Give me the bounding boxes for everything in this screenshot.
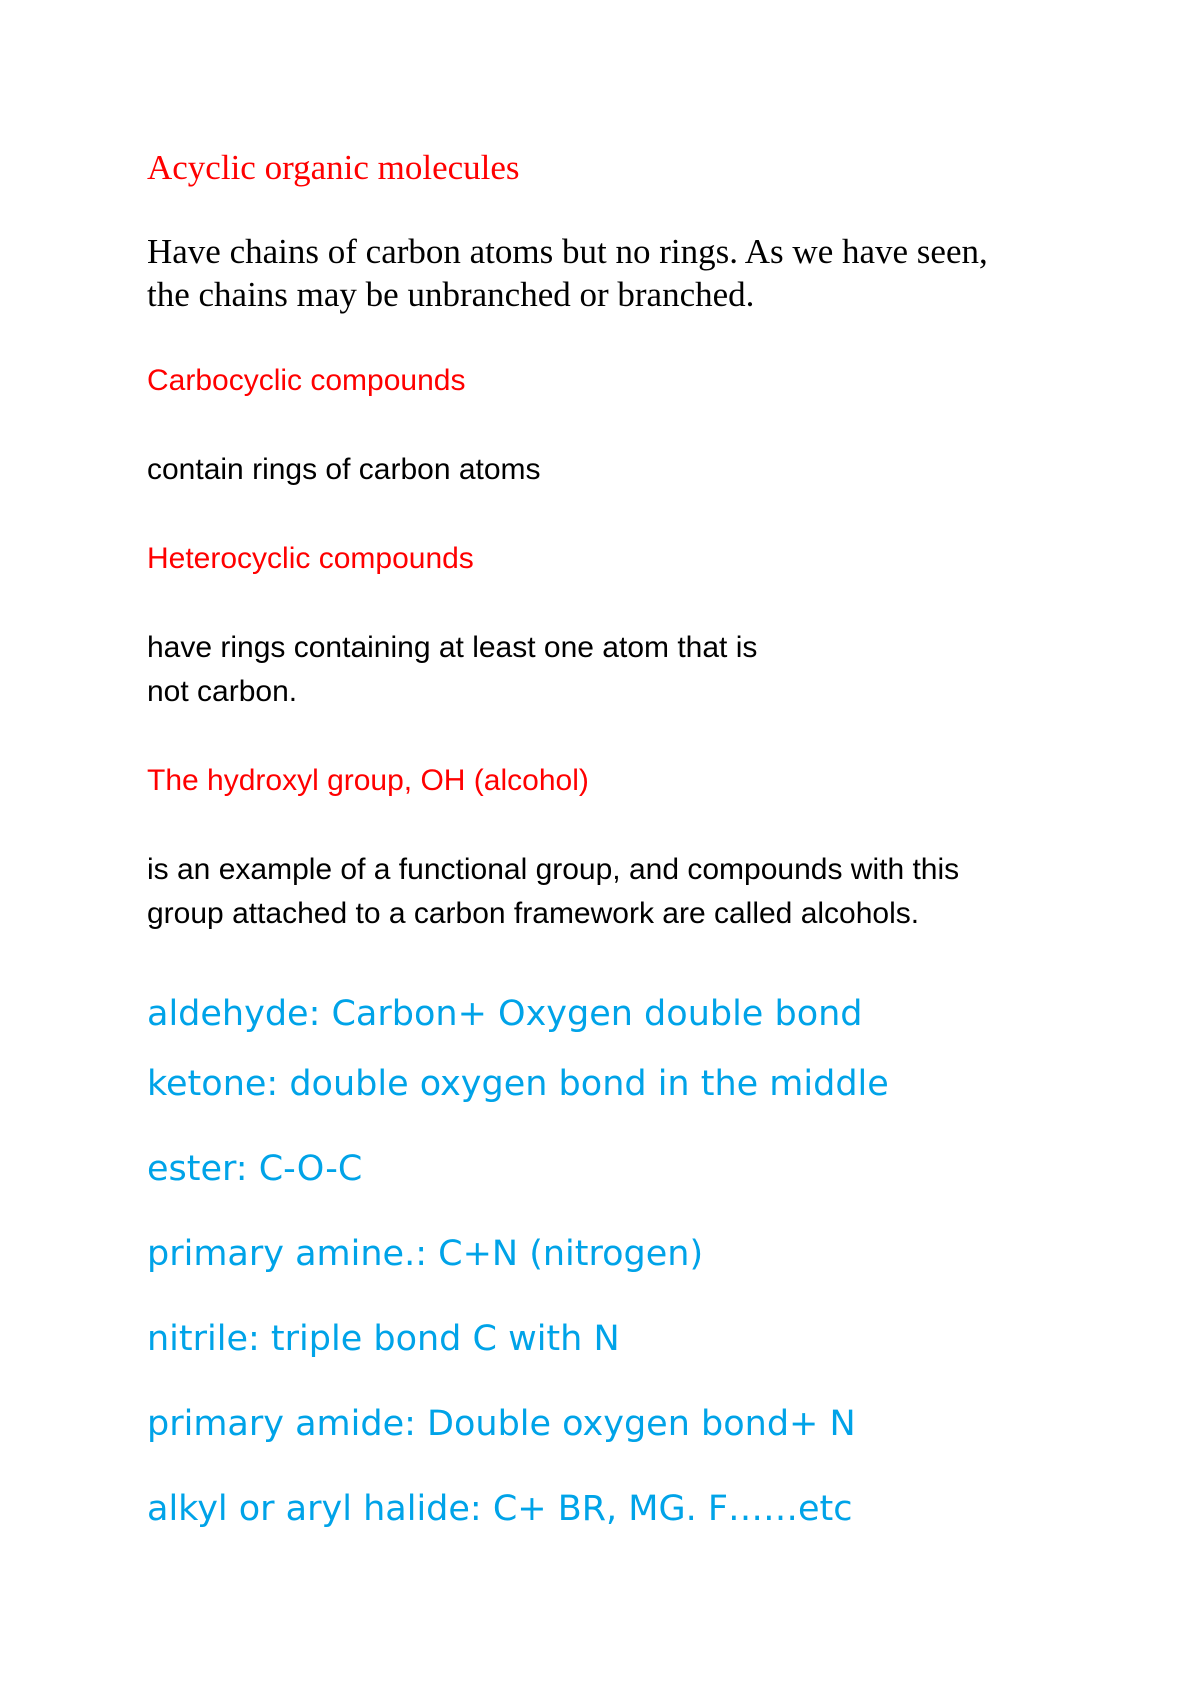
note-primary-amide: primary amide: Double oxygen bond+ N	[147, 1404, 856, 1444]
heterocyclic-body-line-2: not carbon.	[147, 675, 298, 708]
hydroxyl-body-line-2: group attached to a carbon framework are called alcohols.	[147, 897, 920, 930]
note-ketone: ketone: double oxygen bond in the middle	[147, 1064, 889, 1104]
note-alkyl-aryl-halide: alkyl or aryl halide: C+ BR, MG. F……etc	[147, 1489, 853, 1529]
note-ester: ester: C-O-C	[147, 1149, 363, 1189]
acyclic-body-line-2: the chains may be unbranched or branched.	[147, 275, 755, 314]
carbocyclic-heading: Carbocyclic compounds	[147, 364, 466, 397]
hydroxyl-heading: The hydroxyl group, OH (alcohol)	[147, 764, 589, 797]
heterocyclic-heading: Heterocyclic compounds	[147, 542, 474, 575]
carbocyclic-body-line-1: contain rings of carbon atoms	[147, 453, 541, 486]
heterocyclic-body-line-1: have rings containing at least one atom that is	[147, 631, 758, 664]
acyclic-body-line-1: Have chains of carbon atoms but no rings. As we have seen,	[147, 232, 988, 271]
note-nitrile: nitrile: triple bond C with N	[147, 1319, 620, 1359]
acyclic-heading: Acyclic organic molecules	[147, 148, 520, 187]
note-aldehyde: aldehyde: Carbon+ Oxygen double bond	[147, 994, 863, 1034]
note-primary-amine: primary amine.: C+N (nitrogen)	[147, 1234, 704, 1274]
hydroxyl-body-line-1: is an example of a functional group, and compounds with this	[147, 853, 960, 886]
